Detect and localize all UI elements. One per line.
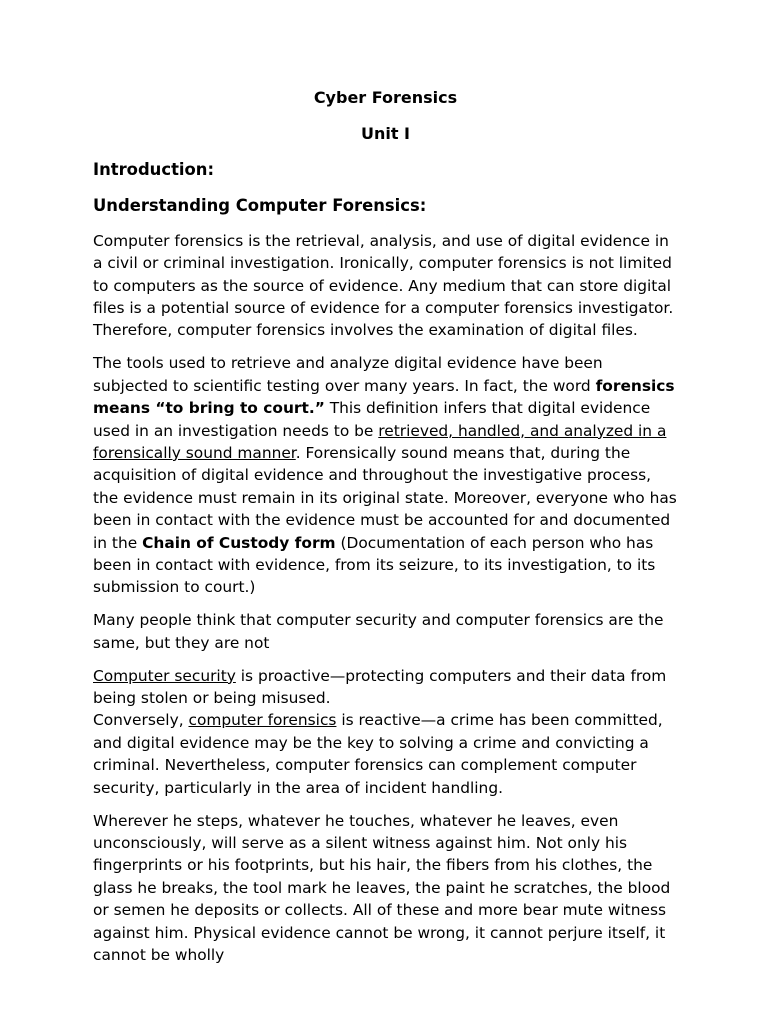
unit-heading: Unit I — [360, 124, 411, 144]
forensics-meaning-bold: forensics means “to bring to court.” — [93, 376, 675, 418]
paragraph-security-vs-forensics: Many people think that computer security and computer forensics are the same, but they are not — [93, 611, 664, 652]
paragraph-tools-text-e: . Forensically sound means that, during the acquisition of digital evidence and throughout the investigative process, the evidence must remain in its original state. Moreover, everyone who has been in contact with the evidence must be accounted for and documented in the — [93, 443, 677, 552]
paragraph-computer-security — [93, 665, 678, 710]
understanding-heading: Understanding Computer Forensics: — [93, 195, 427, 215]
paragraph-tools-text-g: (Documentation of each person who has been in contact with evidence, from its seizure, to its investigation, to its submission to court.) — [93, 533, 656, 597]
document-body — [93, 87, 678, 977]
paragraph-conversely-text: Conversely, — [93, 711, 189, 730]
paragraph-computer-forensics — [93, 709, 678, 799]
paragraph-tools-text-c: This definition infers that digital evidence used in an investigation needs to be — [93, 399, 651, 440]
paragraph-definition: Computer forensics is the retrieval, analysis, and use of digital evidence in a civil or criminal investigation. Ironically, computer forensics is not limited to computers as the source of evidence. Any medium that can store digital files is a potential source of evidence for a computer forensics investigator. Therefore, computer forensics involves the examination of digital files. — [93, 231, 674, 340]
computer-forensics-underline: computer forensics — [188, 711, 337, 730]
paragraph-tools-text-a: The tools used to retrieve and analyze digital evidence have been subjected to scientific testing over many years. In fact, the word — [93, 354, 603, 395]
introduction-heading: Introduction: — [93, 159, 215, 179]
paragraph-computer-forensics-text: is reactive—a crime has been committed, and digital evidence may be the key to solving a crime and convicting a criminal. Nevertheless, computer forensics can complement computer security, particularly in the area of incident handling. — [93, 711, 663, 797]
document-title: Cyber Forensics — [313, 88, 458, 107]
paragraph-silent-witness: Wherever he steps, whatever he touches, whatever he leaves, even unconsciously, will serve as a silent witness against him. Not only his fingerprints or his footprints, but his hair, the fibers from his clothes, the glass he breaks, the tool mark he leaves, the paint he scratches, the blood or semen he deposits or collects. All of these and more bear mute witness against him. Physical evidence cannot be wrong, it cannot perjure itself, it cannot be wholly — [93, 811, 671, 964]
paragraph-tools — [93, 352, 678, 598]
chain-of-custody-bold: Chain of Custody form — [142, 533, 336, 552]
forensically-sound-underline: retrieved, handled, and analyzed in a forensically sound manner — [93, 421, 667, 462]
computer-security-underline: Computer security — [93, 666, 236, 685]
paragraph-computer-security-text: is proactive—protecting computers and their data from being stolen or being misused. — [93, 666, 667, 708]
